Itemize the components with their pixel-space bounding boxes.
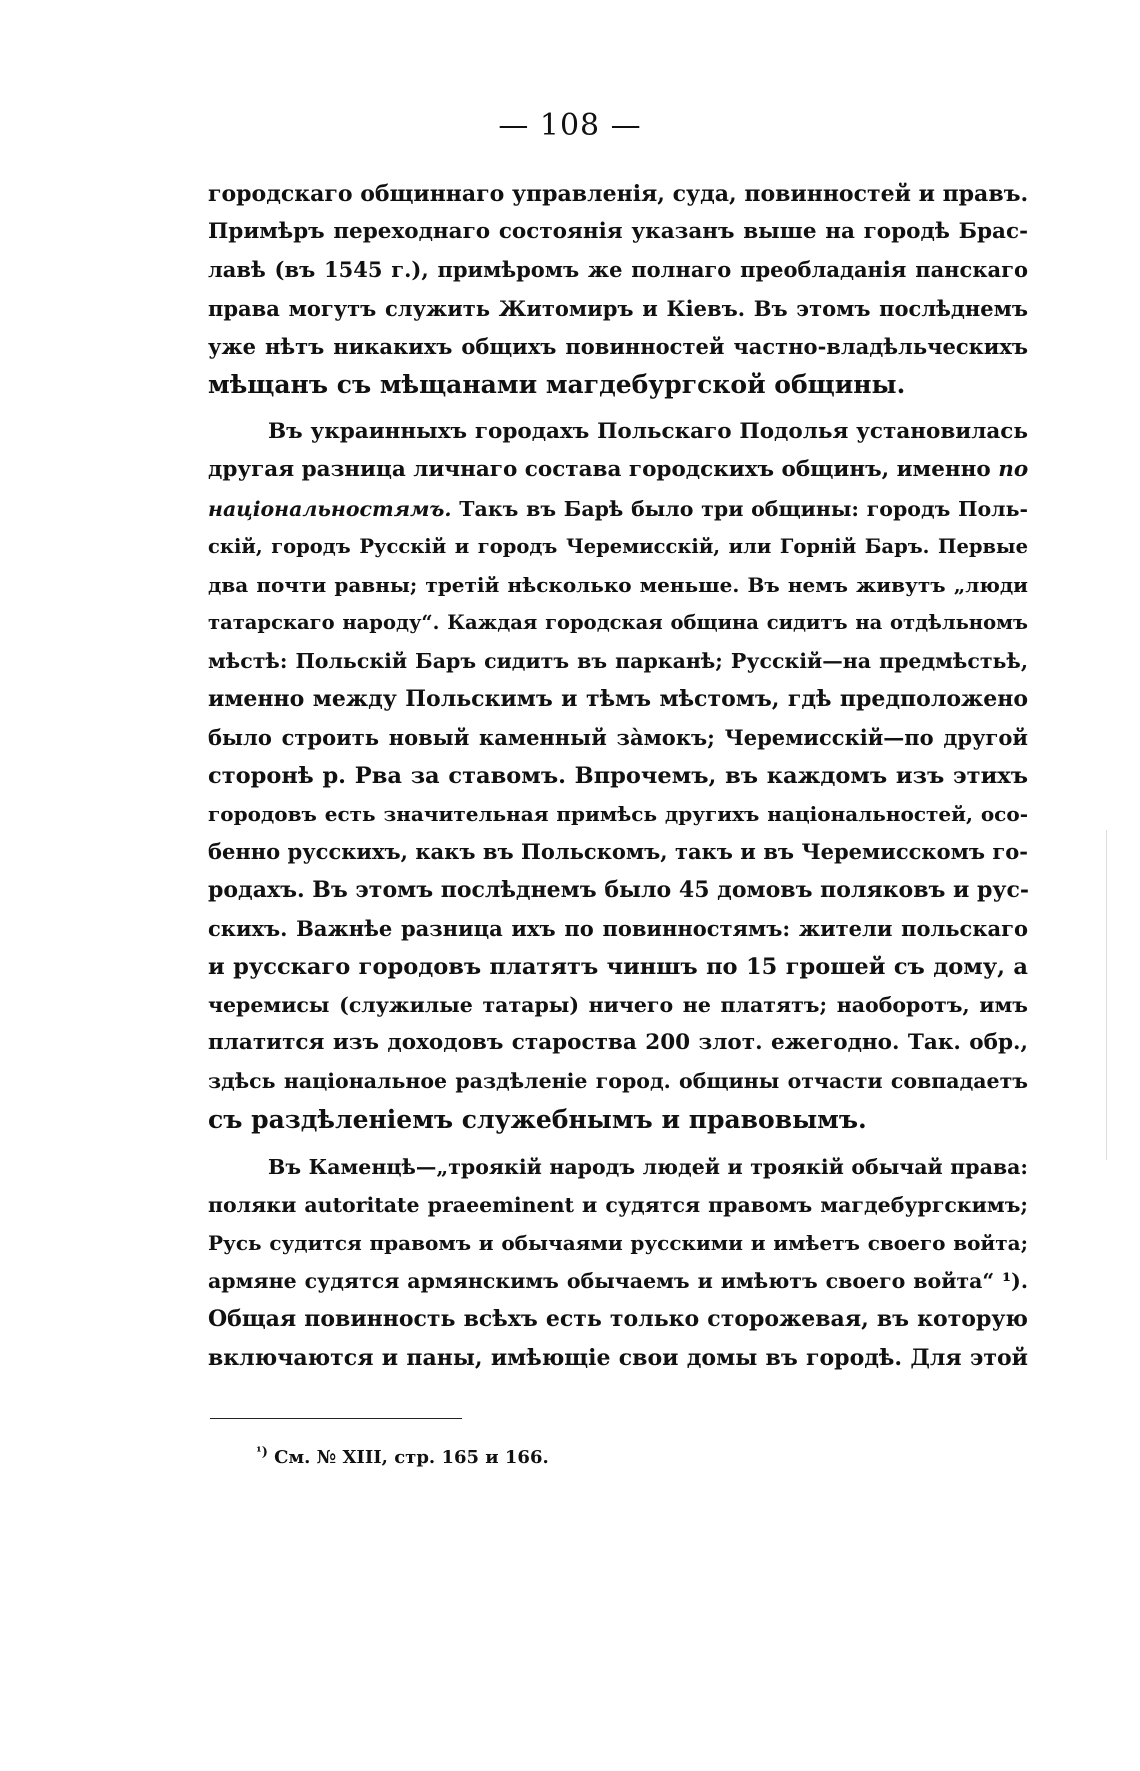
italic-text: національностямъ. [208, 496, 452, 521]
text-line [208, 490, 1028, 528]
text-line: татарскаго народу“. Каждая городская община сидитъ на отдѣльномъ [208, 611, 1028, 635]
italic-text: по [998, 457, 1029, 483]
page-number: — 108 — [498, 108, 642, 143]
text-line: было строить новый каменный зàмокъ; Черемисскій—по другой [208, 724, 1028, 750]
footnote [256, 1446, 549, 1470]
text-line: включаются и паны, имѣющіе свои домы въ городѣ. Для этой [208, 1344, 1028, 1371]
text-line: Въ украинныхъ городахъ Польскаго Подолья установилась [268, 419, 1028, 445]
text-line: съ раздѣленіемъ служебнымъ и правовымъ. [208, 1104, 867, 1134]
scan-edge-mark [1106, 830, 1107, 1160]
text-line: поляки autoritate praeeminent и судятся правомъ магдебургскимъ; [208, 1192, 1028, 1217]
text-line: городовъ есть значительная примѣсь другихъ національностей, осо- [208, 802, 1028, 826]
text-line: права могутъ служить Житомиръ и Кіевъ. Въ этомъ послѣднемъ [208, 295, 1028, 321]
text-line: два почти равны; третій нѣсколько меньше. Въ немъ живутъ „люди [208, 572, 1028, 597]
text-line: уже нѣтъ никакихъ общихъ повинностей частно-владѣльческихъ [208, 333, 1028, 359]
footnote-divider [210, 1418, 462, 1419]
footnote-text: См. № XIII, стр. 165 и 166. [267, 1447, 549, 1468]
text-line: Примѣръ переходнаго состоянія указанъ выше на городѣ Брас- [208, 219, 1028, 245]
body-text [208, 175, 1028, 1377]
text-line: мѣщанъ съ мѣщанами магдебургской общины. [208, 369, 906, 399]
text-line: Въ Каменцѣ—„троякій народъ людей и троякій обычай права: [268, 1154, 1028, 1179]
text-line: сторонѣ р. Рва за ставомъ. Впрочемъ, въ каждомъ изъ этихъ [208, 762, 1028, 789]
text-run: Такъ въ Барѣ было три общины: городъ Поль- [451, 496, 1028, 521]
text-line: городскаго общиннаго управленія, суда, повинностей и правъ. [208, 181, 1029, 207]
text-line: Общая повинность всѣхъ есть только сторожевая, въ которую [208, 1306, 1028, 1333]
text-line: бенно русскихъ, какъ въ Польскомъ, такъ и въ Черемисскомъ го- [208, 839, 1028, 865]
text-line: скихъ. Важнѣе разница ихъ по повинностямъ: жители польскаго [208, 915, 1028, 941]
text-line: и русскаго городовъ платятъ чиншъ по 15 грошей съ дому, а [208, 953, 1028, 980]
text-line: армяне судятся армянскимъ обычаемъ и имѣютъ своего войта“ ¹). [208, 1269, 1028, 1294]
text-line: здѣсь національное раздѣленіе город. общины отчасти совпадаетъ [208, 1069, 1028, 1094]
text-run: другая разница личнаго состава городскихъ общинъ, именно [208, 457, 999, 483]
text-line: лавѣ (въ 1545 г.), примѣромъ же полнаго преобладанія панскаго [208, 257, 1028, 283]
text-line: мѣстѣ: Польскій Баръ сидитъ въ парканѣ; Русскій—на предмѣстьѣ, [208, 649, 1028, 674]
text-line [208, 451, 1028, 489]
text-line: родахъ. Въ этомъ послѣднемъ было 45 домовъ поляковъ и рус- [208, 877, 1030, 904]
text-line: скій, городъ Русскій и городъ Черемисскій, или Горній Баръ. Первые [208, 534, 1028, 558]
text-line: платится изъ доходовъ староства 200 злот. ежегодно. Так. обр., [208, 1030, 1028, 1056]
text-line: именно между Польскимъ и тѣмъ мѣстомъ, гдѣ предположено [208, 686, 1028, 713]
text-line: Русь судится правомъ и обычаями русскими и имѣетъ своего войта; [208, 1231, 1028, 1256]
footnote-marker: ¹) [256, 1445, 268, 1460]
text-line: черемисы (служилые татары) ничего не платятъ; наоборотъ, имъ [208, 992, 1028, 1017]
